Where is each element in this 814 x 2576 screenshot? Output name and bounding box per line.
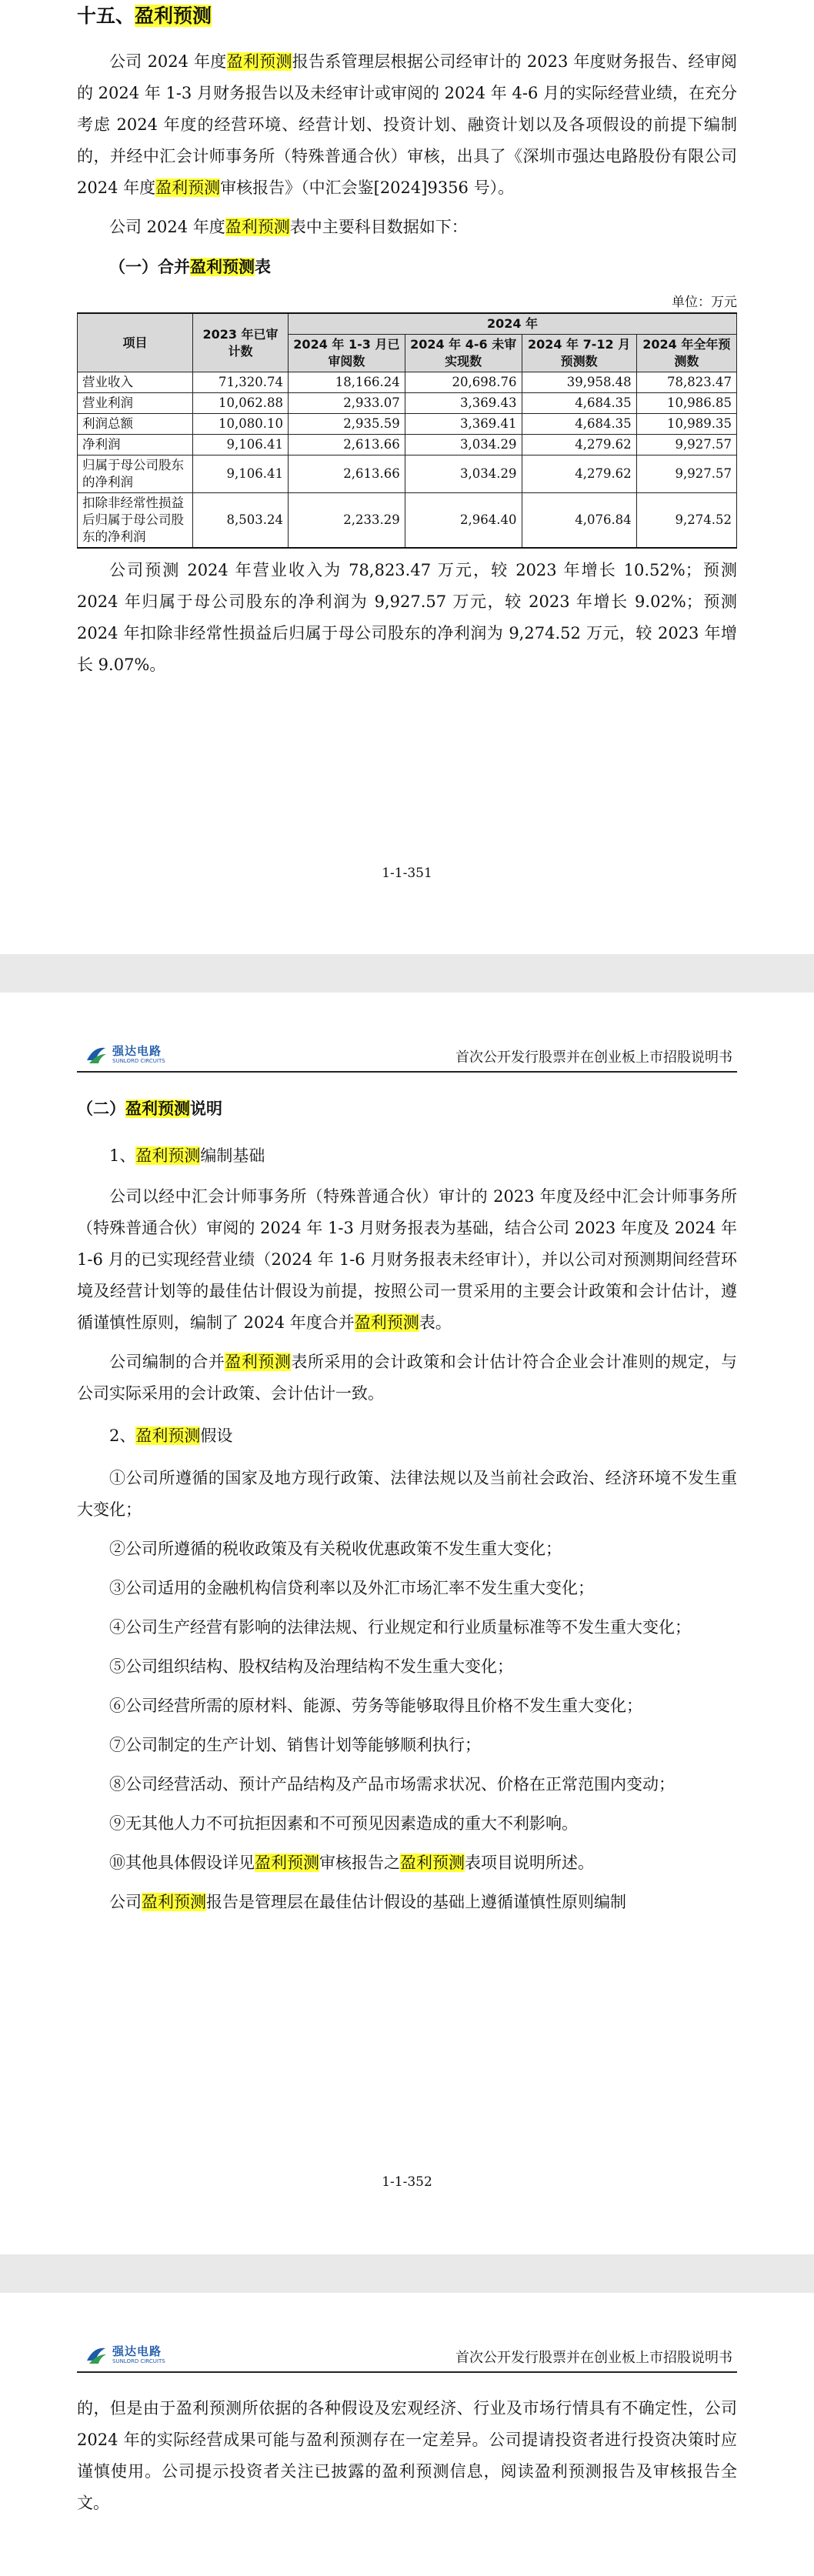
highlight-term: 盈利预测 (142, 1893, 206, 1911)
logo-text-cn: 强达电路 (112, 2344, 162, 2358)
highlight-term: 盈利预测 (225, 218, 290, 236)
col-header-q2: 2024 年 4-6 未审实现数 (405, 335, 522, 372)
col-header-2023: 2023 年已审计数 (193, 313, 289, 372)
page-number: 1-1-352 (382, 2174, 432, 2190)
assumption-item: ②公司所遵循的税收政策及有关税收优惠政策不发生重大变化； (109, 1540, 562, 1558)
subsection-title: （二）盈利预测说明 (77, 1099, 222, 1118)
assumption-item: ⑧公司经营活动、预计产品结构及产品市场需求状况、价格在正常范围内变动； (109, 1775, 675, 1794)
table-row: 净利润 9,106.41 2,613.66 3,034.29 4,279.62 9,927.57 (78, 435, 737, 455)
highlight-term: 盈利预测 (155, 179, 221, 197)
assumption-item: ③公司适用的金融机构信贷利率以及外汇市场汇率不发生重大变化； (109, 1579, 594, 1597)
header-title: 首次公开发行股票并在创业板上市招股说明书 (455, 2350, 732, 2366)
assumption-item: ①公司所遵循的国家及地方现行政策、法律法规以及当前社会政治、经济环境不发生重大变化； (77, 1469, 737, 1519)
page3-content (77, 2393, 737, 2527)
lead-paragraph: 公司 2024 年度盈利预测表中主要科目数据如下： (109, 218, 468, 236)
col-header-2024: 2024 年 (289, 313, 737, 335)
highlight-term: 盈利预测 (135, 1426, 201, 1445)
page1-content (77, 3, 737, 689)
forecast-table (77, 312, 737, 549)
assumption-item: ⑩其他具体假设详见盈利预测审核报告之盈利预测表项目说明所述。 (109, 1854, 594, 1872)
basis-heading: 1、盈利预测编制基础 (109, 1146, 265, 1165)
section-title: 十五、盈利预测 (77, 5, 212, 27)
col-header-q1: 2024 年 1-3 月已审阅数 (289, 335, 405, 372)
col-header-item: 项目 (78, 313, 193, 372)
logo-text-en: SUNLORD CIRCUITS (112, 1058, 165, 1064)
page-number: 1-1-351 (382, 866, 432, 881)
logo-text-cn: 强达电路 (112, 1044, 162, 1058)
subsection-title: （一）合并盈利预测表 (109, 258, 271, 276)
table-row: 利润总额 10,080.10 2,935.59 3,369.41 4,684.35 10,989.35 (78, 414, 737, 435)
page-header (77, 1039, 737, 1073)
continuation-paragraph: 的，但是由于盈利预测所依据的各种假设及宏观经济、行业及市场行情具有不确定性，公司 2024 年的实际经营成果可能与盈利预测存在一定差异。公司提请投资者进行投资决策时应谨慎使用。公司提示投资者关注已披露的盈利预测信息，阅读盈利预测报告及审核报告全文。 (77, 2399, 737, 2512)
document-page-1 (0, 0, 814, 954)
assumption-item: ⑦公司制定的生产计划、销售计划等能够顺利执行； (109, 1736, 481, 1754)
highlight-term: 盈利预测 (135, 1146, 201, 1165)
highlight-term: 盈利预测 (190, 258, 255, 276)
table-row: 扣除非经常性损益后归属于母公司股东的净利润 8,503.24 2,233.29 2,964.40 4,076.84 9,274.52 (78, 493, 737, 549)
assumption-item: ⑤公司组织结构、股权结构及治理结构不发生重大变化； (109, 1657, 513, 1676)
intro-paragraph: 公司 2024 年度盈利预测报告系管理层根据公司经审计的 2023 年度财务报告、经审阅的 2024 年 1-3 月财务报告以及未经审计或审阅的 2024 年 4-6 月的实际经营业绩，在充分考虑 2024 年度的经营环境、经营计划、投资计划、融资计划以及各项假设的前提下编制的，并经中汇会计师事务所（特殊普通合伙）审核，出具了《深圳市强达电路股份有限公司 2024 年度盈利预测审核报告》（中汇会鉴[2024]9356 号）。 (77, 52, 738, 197)
col-header-full: 2024 年全年预测数 (636, 335, 736, 372)
closing-paragraph: 公司盈利预测报告是管理层在最佳估计假设的基础上遵循谨慎性原则编制 (109, 1893, 626, 1911)
highlight-term: 盈利预测 (255, 1854, 319, 1872)
company-logo (85, 2342, 165, 2368)
logo-text-en: SUNLORD CIRCUITS (112, 2358, 165, 2364)
highlight-term: 盈利预测 (125, 1099, 190, 1118)
assumption-item: ⑨无其他人力不可抗拒因素和不可预见因素造成的重大不利影响。 (109, 1814, 578, 1833)
table-row: 营业利润 10,062.88 2,933.07 3,369.43 4,684.35 10,986.85 (78, 393, 737, 414)
col-header-h2: 2024 年 7-12 月预测数 (522, 335, 636, 372)
table-row: 营业收入 71,320.74 18,166.24 20,698.76 39,958.48 78,823.47 (78, 372, 737, 393)
assumption-item: ④公司生产经营有影响的法律法规、行业规定和行业质量标准等不发生重大变化； (109, 1618, 691, 1637)
summary-paragraph: 公司预测 2024 年营业收入为 78,823.47 万元，较 2023 年增长 10.52%；预测 2024 年归属于母公司股东的净利润为 9,927.57 万元，较 2023 年增长 9.02%；预测 2024 年扣除非经常性损益后归属于母公司股东的净利润为 9,274.52 万元，较 2023 年增长 9.07%。 (77, 561, 737, 674)
highlight-term: 盈利预测 (354, 1313, 419, 1332)
logo-mark-icon (85, 1043, 108, 1066)
table-row: 归属于母公司股东的净利润 9,106.41 2,613.66 3,034.29 4,279.62 9,927.57 (78, 455, 737, 493)
assumption-heading: 2、盈利预测假设 (109, 1426, 233, 1445)
highlight-term: 盈利预测 (226, 52, 292, 71)
page-header (77, 2339, 737, 2373)
document-page-2 (0, 993, 814, 2254)
logo-mark-icon (85, 2344, 108, 2367)
highlight-term: 盈利预测 (225, 1353, 292, 1371)
basis-paragraph-2: 公司编制的合并盈利预测表所采用的会计政策和会计估计符合企业会计准则的规定，与公司实际采用的会计政策、会计估计一致。 (77, 1353, 738, 1403)
highlight-term: 盈利预测 (135, 5, 212, 27)
highlight-term: 盈利预测 (400, 1854, 465, 1872)
header-title: 首次公开发行股票并在创业板上市招股说明书 (455, 1049, 732, 1066)
unit-label: 单位：万元 (672, 295, 737, 310)
basis-paragraph: 公司以经中汇会计师事务所（特殊普通合伙）审计的 2023 年度及经中汇会计师事务所（特殊普通合伙）审阅的 2024 年 1-3 月财务报表为基础，结合公司 2023 年度及 2024 年 1-6 月的已实现经营业绩（2024 年 1-6 月财务报表未经审计），并以公司对预测期间经营环境及经营计划等的最佳估计假设为前提，按照公司一贯采用的主要会计政策和会计估计，遵循谨慎性原则，编制了 2024 年度合并盈利预测表。 (77, 1187, 737, 1332)
document-page-3 (0, 2293, 814, 2576)
page2-content (77, 1096, 737, 1926)
assumption-item: ⑥公司经营所需的原材料、能源、劳务等能够取得且价格不发生重大变化； (109, 1697, 642, 1715)
company-logo (85, 1042, 165, 1068)
